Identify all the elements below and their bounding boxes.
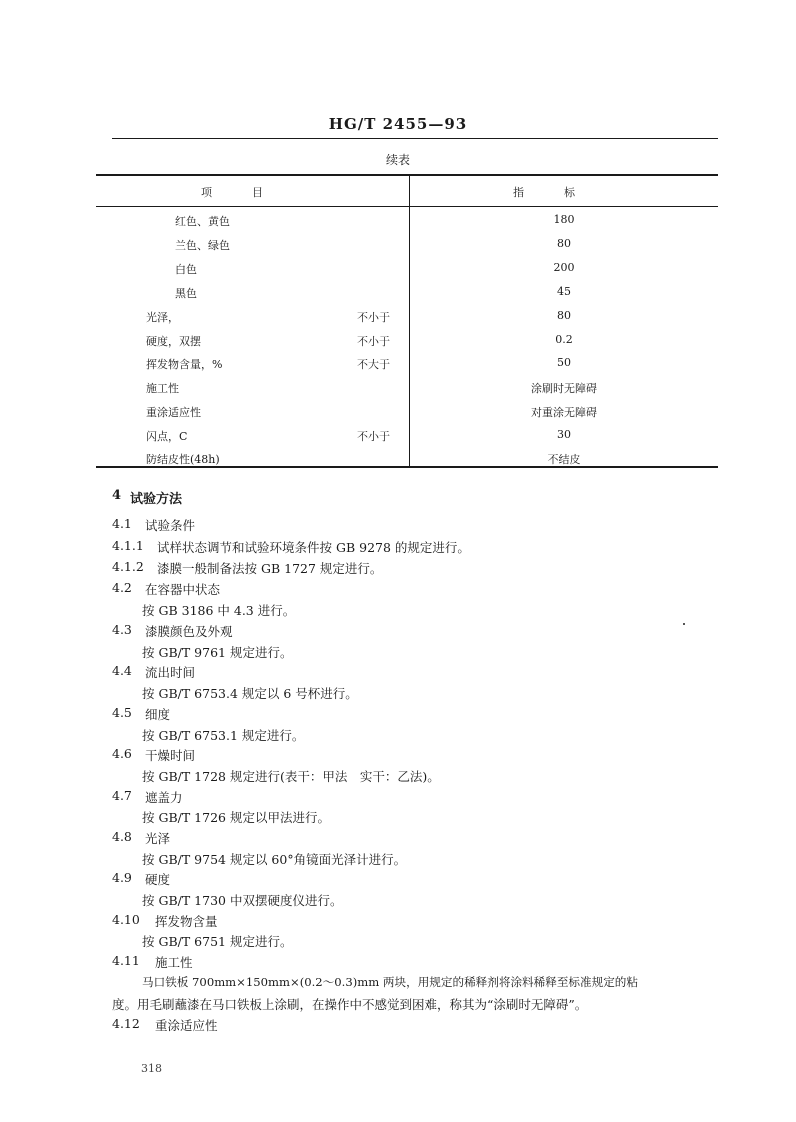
table-header-value: 指标 xyxy=(513,186,615,199)
table-caption: 续表 xyxy=(385,153,410,167)
section-4-6-title: 干燥时间 xyxy=(145,748,196,763)
section-4-9-title: 硬度 xyxy=(145,872,171,887)
table-row-item: 硬度，双摆 xyxy=(146,335,201,348)
section-4-3-number: 4.3 xyxy=(112,622,132,637)
table-row-condition: 不大于 xyxy=(357,358,390,371)
section-4-4-body: 按 GB/T 6753.4 规定以 6 号杯进行。 xyxy=(142,686,358,701)
standard-code-header: HG/T 2455—93 xyxy=(328,115,468,133)
section-4-1-1-text: 试样状态调节和试验环境条件按 GB 9278 的规定进行。 xyxy=(157,540,470,555)
table-row-value: 80 xyxy=(557,309,571,322)
table-row-value: 不结皮 xyxy=(547,453,581,466)
table-row-value: 30 xyxy=(557,428,571,441)
table-row-value: 涂刷时无障碍 xyxy=(531,382,597,395)
table-row-condition: 不小于 xyxy=(357,311,390,324)
section-4-11-title: 施工性 xyxy=(155,955,193,970)
table-row-value: 50 xyxy=(557,356,571,369)
table-row-item: 光泽， xyxy=(146,311,179,324)
section-4-11-number: 4.11 xyxy=(112,953,140,968)
section-4-1-title: 试验条件 xyxy=(145,518,196,533)
section-4-1-number: 4.1 xyxy=(112,516,132,531)
table-row-item: 兰色、绿色 xyxy=(175,239,230,252)
section-4-12-number: 4.12 xyxy=(112,1016,140,1031)
table-row-value: 0.2 xyxy=(555,333,573,346)
section-4-10-title: 挥发物含量 xyxy=(155,914,218,929)
table-header-item: 项目 xyxy=(201,186,303,199)
section-4-7-number: 4.7 xyxy=(112,788,132,803)
section-4-2-title: 在容器中状态 xyxy=(145,582,221,597)
table-row-item: 挥发物含量，% xyxy=(146,358,223,371)
table-column-divider xyxy=(409,175,410,467)
section-4-7-title: 遮盖力 xyxy=(145,790,183,805)
table-header-rule xyxy=(96,206,718,207)
table-row-condition: 不小于 xyxy=(357,335,390,348)
table-row-value: 180 xyxy=(553,213,575,226)
table-row-value: 对重涂无障碍 xyxy=(531,406,597,419)
table-row-value: 45 xyxy=(557,285,571,298)
section-4-3-title: 漆膜颜色及外观 xyxy=(145,624,233,639)
section-4-9-number: 4.9 xyxy=(112,870,132,885)
section-4-7-body: 按 GB/T 1726 规定以甲法进行。 xyxy=(142,810,330,825)
section-4-8-body: 按 GB/T 9754 规定以 60°角镜面光泽计进行。 xyxy=(142,852,407,867)
section-4-12-title: 重涂适应性 xyxy=(155,1018,218,1033)
section-4-8-number: 4.8 xyxy=(112,829,132,844)
table-row-value: 200 xyxy=(553,261,575,274)
table-top-rule xyxy=(96,174,718,176)
section-4-1-1-number: 4.1.1 xyxy=(112,538,144,553)
section-4-10-number: 4.10 xyxy=(112,912,140,927)
section-4-8-title: 光泽 xyxy=(145,831,171,846)
table-row-value: 80 xyxy=(557,237,571,250)
section-4-2-body: 按 GB 3186 中 4.3 进行。 xyxy=(142,603,296,618)
section-4-1-2-number: 4.1.2 xyxy=(112,559,144,574)
section-4-5-body: 按 GB/T 6753.1 规定进行。 xyxy=(142,728,305,743)
section-4-3-body: 按 GB/T 9761 规定进行。 xyxy=(142,645,293,660)
scan-speck xyxy=(683,623,685,625)
section-4-11-line2: 度。用毛刷蘸漆在马口铁板上涂刷，在操作中不感觉到困难，称其为“涂刷时无障碍”。 xyxy=(112,997,588,1012)
table-row-item: 黑色 xyxy=(175,287,197,300)
section-4-5-title: 细度 xyxy=(145,707,171,722)
section-4-4-title: 流出时间 xyxy=(145,665,196,680)
section-4-1-2-text: 漆膜一般制备法按 GB 1727 规定进行。 xyxy=(157,561,383,576)
table-row-item: 防结皮性(48h) xyxy=(146,453,220,466)
section-4-6-number: 4.6 xyxy=(112,746,132,761)
table-row-condition: 不小于 xyxy=(357,430,390,443)
table-row-item: 闪点，C xyxy=(146,430,188,443)
section-4-10-body: 按 GB/T 6751 规定进行。 xyxy=(142,934,293,949)
table-row-item: 重涂适应性 xyxy=(146,406,201,419)
table-row-item: 白色 xyxy=(175,263,197,276)
section-4-11-line1: 马口铁板 700mm×150mm×(0.2～0.3)mm 两块，用规定的稀释剂将涂料稀释至标准规定的粘 xyxy=(142,975,638,989)
section-4-5-number: 4.5 xyxy=(112,705,132,720)
section-4-number: 4 xyxy=(112,488,122,503)
table-row-item: 红色、黄色 xyxy=(175,215,230,228)
header-rule xyxy=(112,138,718,139)
table-row-item: 施工性 xyxy=(146,382,179,395)
section-4-2-number: 4.2 xyxy=(112,580,132,595)
page-number: 318 xyxy=(141,1062,162,1075)
section-4-4-number: 4.4 xyxy=(112,663,132,678)
section-4-title: 试验方法 xyxy=(130,492,183,507)
section-4-6-body: 按 GB/T 1728 规定进行(表干：甲法 实干：乙法)。 xyxy=(142,769,440,784)
section-4-9-body: 按 GB/T 1730 中双摆硬度仪进行。 xyxy=(142,893,343,908)
